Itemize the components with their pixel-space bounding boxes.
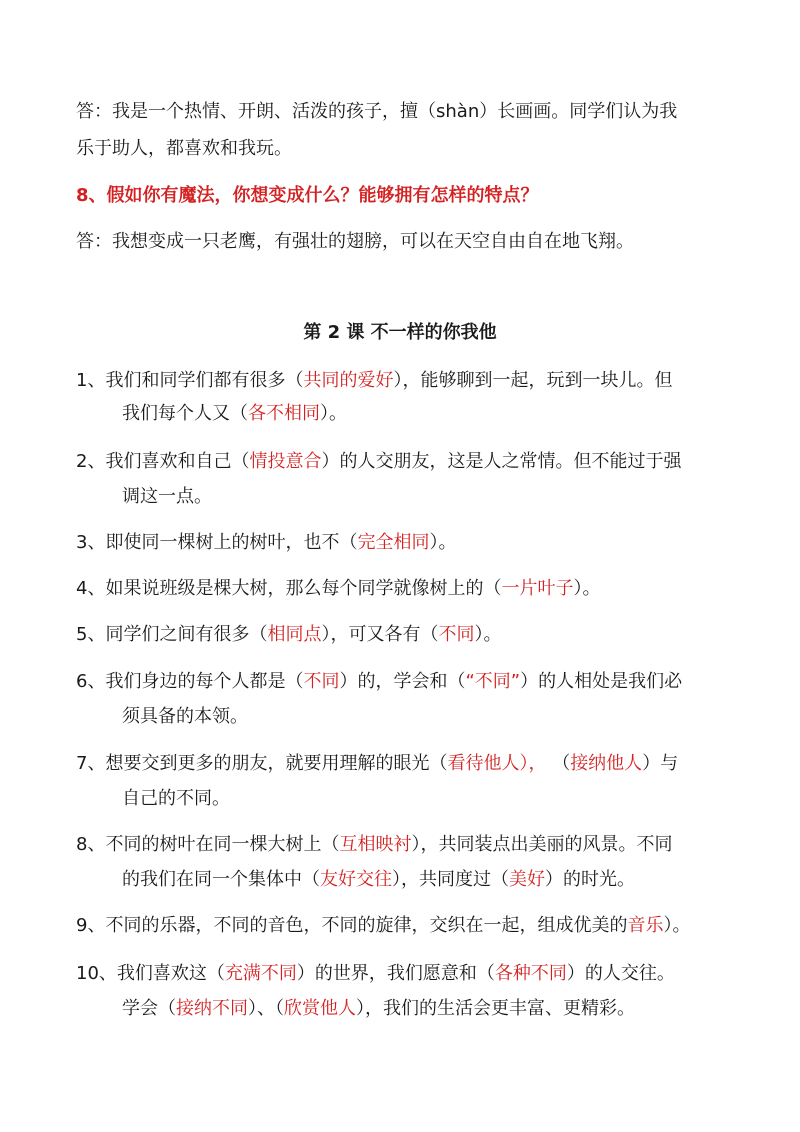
item-4: 4、如果说班级是棵大树，那么每个同学就像树上的（一片叶子）。	[76, 578, 601, 599]
answer-blank: 接纳不同	[176, 998, 248, 1019]
item-2-line-2: 调这一点。	[122, 486, 212, 507]
answer-blank: 互相映衬	[339, 834, 412, 855]
answer-blank: 接纳他人	[570, 753, 643, 774]
answer-blank: 情投意合	[249, 451, 322, 472]
item-8-line-2: 的我们在同一个集体中（友好交往），共同度过（美好）的时光。	[122, 869, 635, 890]
question-8: 8、假如你有魔法，你想变成什么？能够拥有怎样的特点？	[76, 185, 539, 206]
answer-blank: 完全相同	[357, 532, 430, 553]
answer-blank: 欣赏他人	[284, 998, 356, 1019]
answer-blank: 相同点	[267, 624, 322, 645]
answer-8: 答：我想变成一只老鹰，有强壮的翅膀，可以在天空自由自在地飞翔。	[76, 231, 634, 252]
item-7-line-1: 7、想要交到更多的朋友，就要用理解的眼光（看待他人）， （接纳他人）与	[76, 753, 679, 774]
item-9: 9、不同的乐器，不同的音色，不同的旋律，交织在一起，组成优美的音乐）。	[76, 915, 691, 936]
answer-7-line-2: 乐于助人，都喜欢和我玩。	[76, 138, 292, 159]
answer-blank: 各种不同	[494, 963, 567, 984]
answer-blank: 不同	[303, 671, 340, 692]
item-10-line-1: 10、我们喜欢这（充满不同）的世界，我们愿意和（各种不同）的人交往。	[76, 963, 675, 984]
answer-blank: “不同”	[465, 671, 521, 692]
item-1-line-1: 1、我们和同学们都有很多（共同的爱好），能够聊到一起，玩到一块儿。但	[76, 370, 673, 391]
answer-blank: 充满不同	[224, 963, 297, 984]
answer-blank: 不同	[438, 624, 475, 645]
item-6-line-2: 须具备的本领。	[122, 706, 248, 727]
answer-blank: 看待他人），	[447, 753, 553, 774]
item-5: 5、同学们之间有很多（相同点），可又各有（不同）。	[76, 624, 502, 645]
lesson-title: 第 2 课 不一样的你我他	[303, 322, 497, 343]
answer-blank: 各不相同	[248, 403, 320, 424]
answer-7-line-1: 答：我是一个热情、开朗、活泼的孩子，擅（shàn）长画画。同学们认为我	[76, 101, 678, 122]
item-10-line-2: 学会（接纳不同）、（欣赏他人），我们的生活会更丰富、更精彩。	[122, 998, 635, 1019]
item-7-line-2: 自己的不同。	[122, 788, 230, 809]
item-2-line-1: 2、我们喜欢和自己（情投意合）的人交朋友，这是人之常情。但不能过于强	[76, 451, 682, 472]
answer-blank: 友好交往	[320, 869, 392, 890]
item-8-line-1: 8、不同的树叶在同一棵大树上（互相映衬），共同装点出美丽的风景。不同	[76, 834, 673, 855]
item-3: 3、即使同一棵树上的树叶，也不（完全相同）。	[76, 532, 457, 553]
answer-blank: 音乐	[627, 915, 664, 936]
answer-blank: 美好	[509, 869, 545, 890]
answer-blank: 一片叶子	[501, 578, 574, 599]
item-1-line-2: 我们每个人又（各不相同）。	[122, 403, 347, 424]
item-6-line-1: 6、我们身边的每个人都是（不同）的，学会和（“不同”）的人相处是我们必	[76, 671, 683, 692]
answer-blank: 共同的爱好	[303, 370, 394, 391]
